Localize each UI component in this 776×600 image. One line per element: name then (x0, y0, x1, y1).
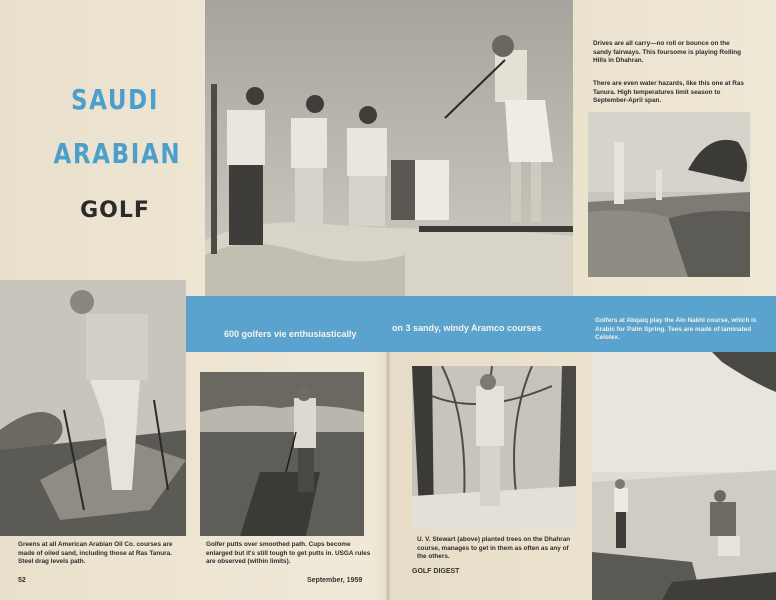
headline-left: 600 golfers vie enthusiastically (224, 329, 357, 339)
caption-drives: Drives are all carry—no roll or bounce on the sandy fairways. This foursome is playing Rolling Hills in Dhahran. (593, 40, 742, 65)
photo-abqaiq (592, 352, 776, 600)
page-number: 52 (18, 577, 26, 584)
headline-right: on 3 sandy, windy Aramco courses (392, 323, 542, 333)
issue-date: September, 1959 (307, 577, 363, 584)
photo-putt (200, 372, 364, 536)
caption-stewart: U. V. Stewart (above) planted trees on the Dhahran course, manages to get in them as often as any of the others. (417, 536, 571, 561)
caption-greens: Greens at all American Arabian Oil Co. courses are made of oiled sand, including those at Ras Tanura. Steel drag levels path. (18, 541, 173, 566)
caption-putts: Golfer putts over smoothed path. Cups become enlarged but it's still tough to get putts in. USGA rules are observed (within limits). (206, 541, 371, 566)
magazine-name: GOLF DIGEST (412, 568, 460, 575)
photo-foursome (205, 0, 573, 296)
caption-abqaiq: Golfers at Abqaiq play the Ain Nakhl course, which is Arabic for Palm Spring. Tees are made of laminated Celotex. (595, 317, 757, 342)
photo-drag (0, 280, 186, 536)
caption-water-hazard: There are even water hazards, like this one at Ras Tanura. High temperatures limit season to September-April span. (593, 80, 744, 105)
title-line-golf: GOLF (80, 198, 150, 223)
title-line-arabian: ARABIAN (53, 137, 182, 170)
photo-trees (412, 366, 576, 530)
photo-water-hazard (588, 112, 750, 277)
title-line-saudi: SAUDI (70, 83, 160, 116)
